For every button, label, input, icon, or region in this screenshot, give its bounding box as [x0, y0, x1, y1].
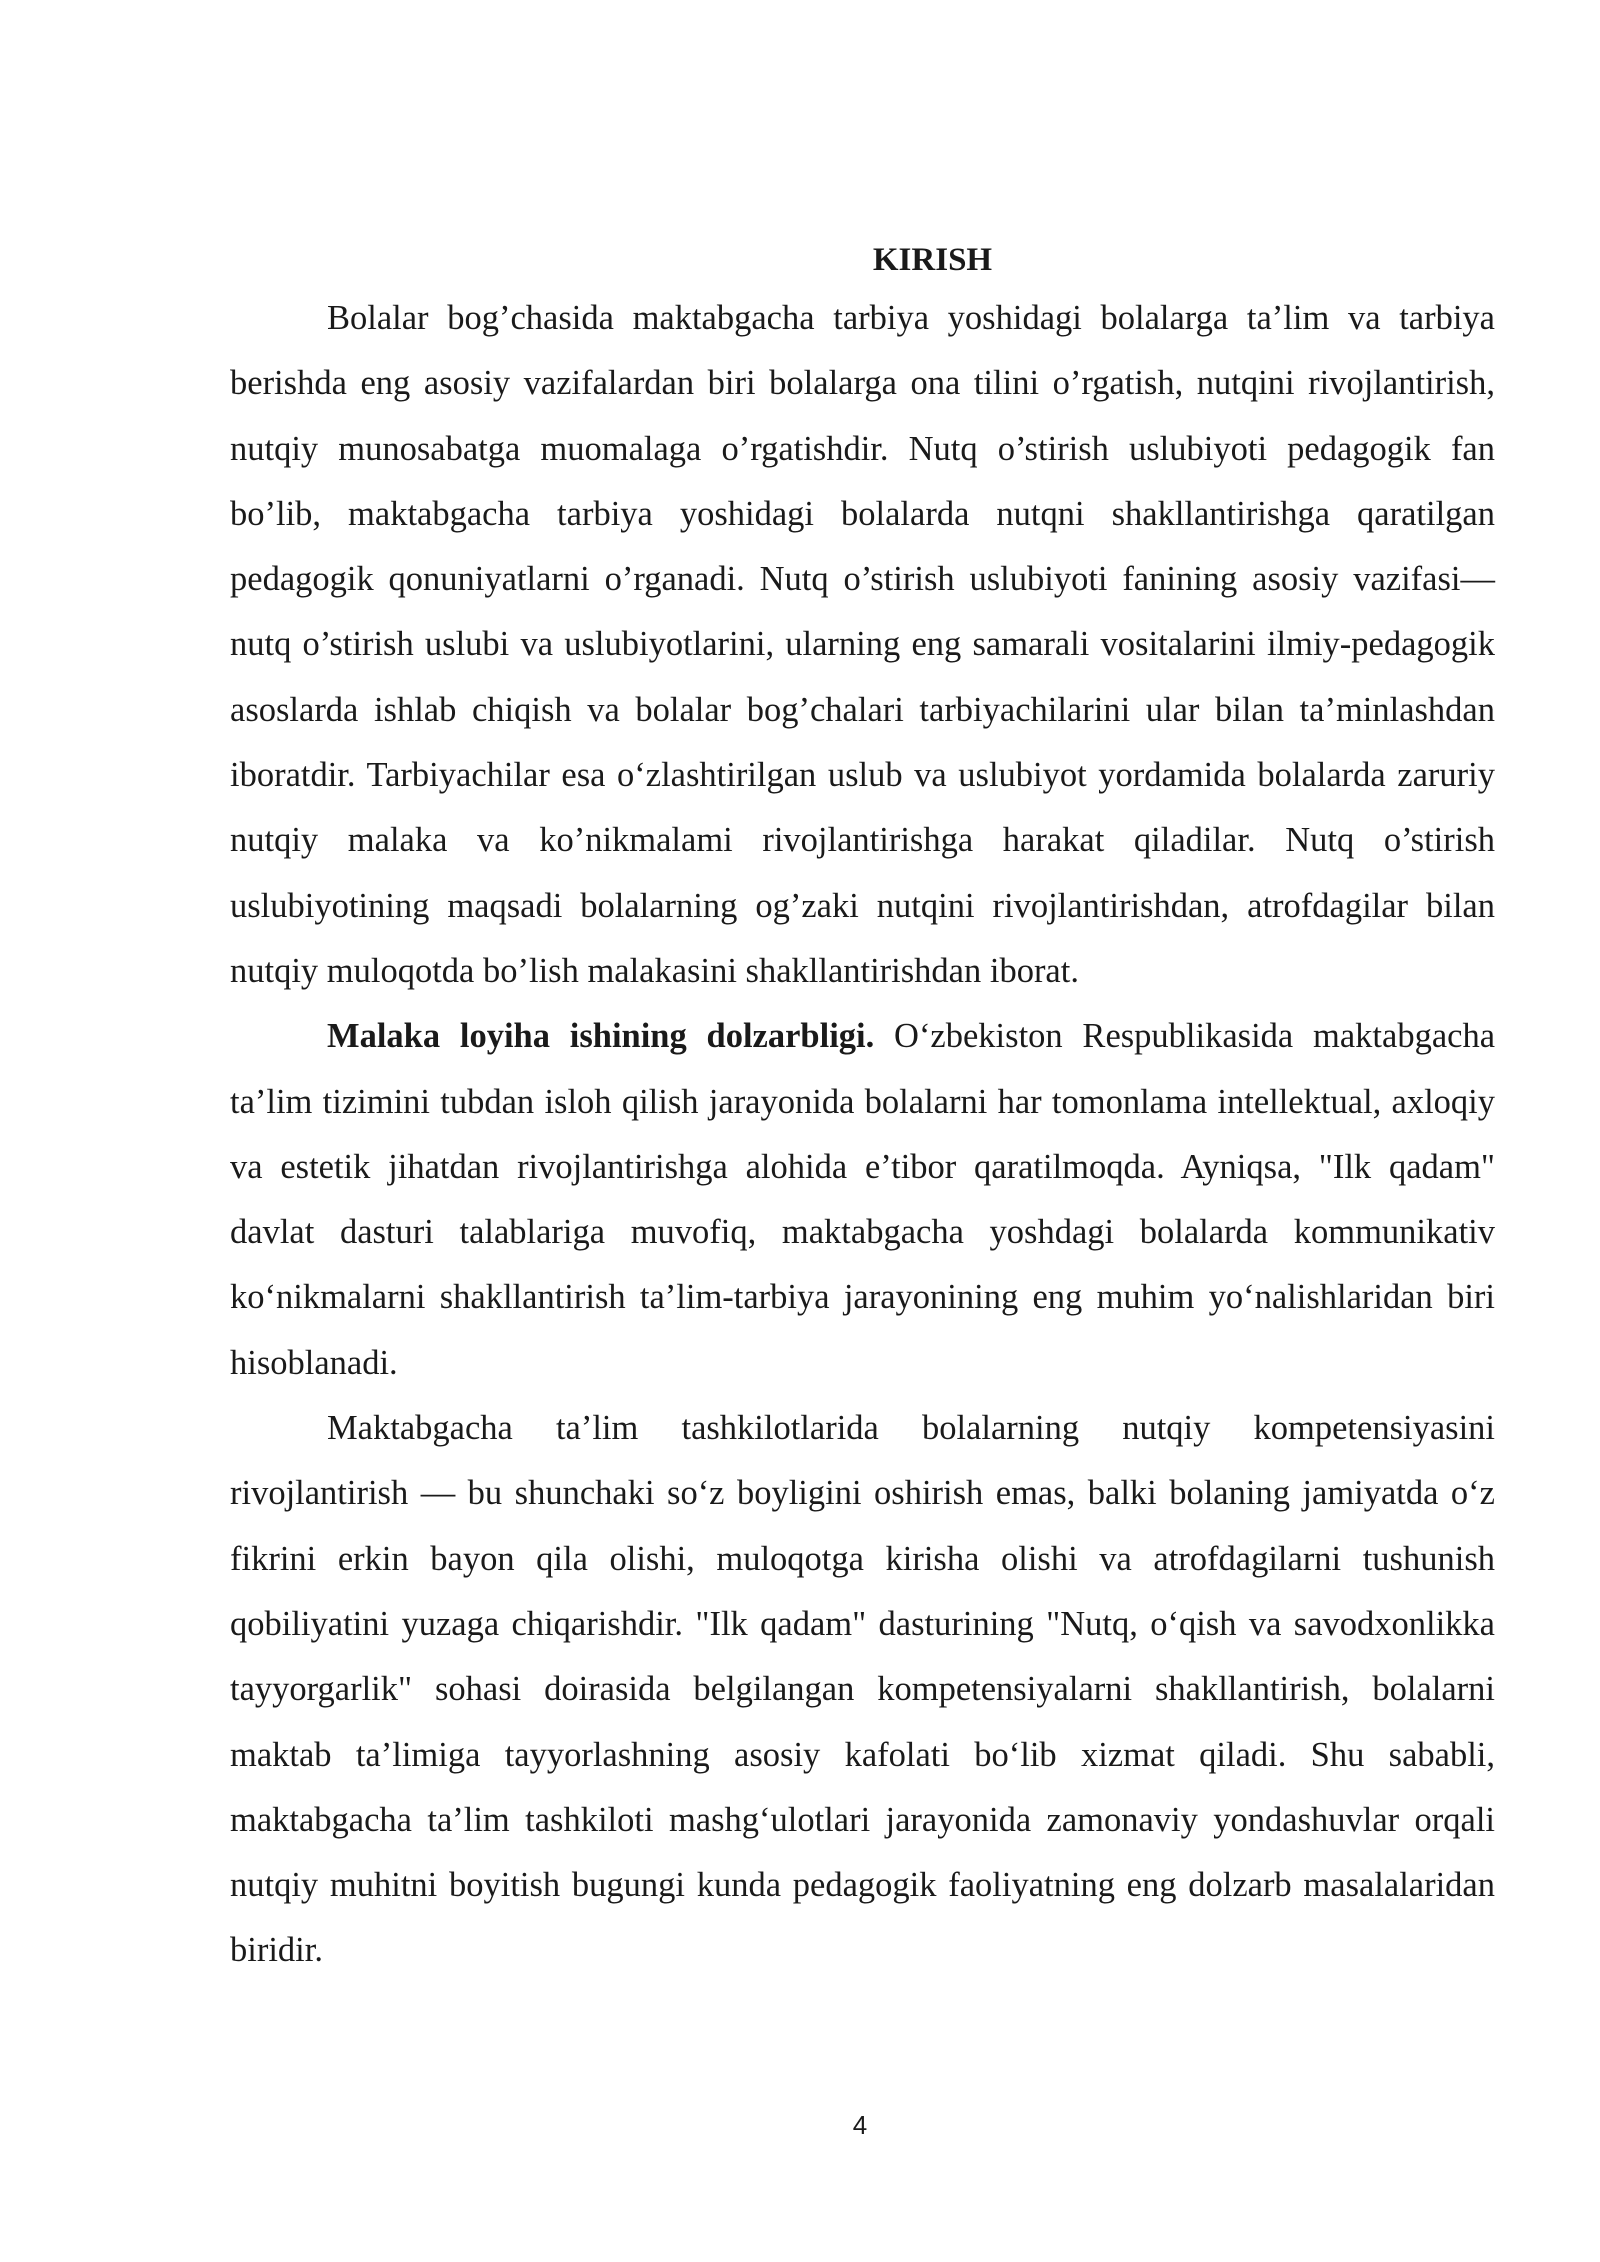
paragraph-intro [230, 286, 1495, 1004]
paragraph-text: Bolalar bog’chasida maktabgacha tarbiya yoshidagi bolalarga ta’lim va tarbiya berishda eng asosiy vazifalardan biri bolalarga ona tilini o’rgatish, nutqini rivojlantirish, nutqiy munosabatga muomalaga o’rgatishdir. Nutq o’stirish uslubiyoti pedagogik fan bo’lib, maktabgacha tarbiya yoshidagi bolalarda nutqni shakllantirishga qaratilgan pedagogik qonuniyatlarni o’rganadi. Nutq o’stirish uslubiyoti fanining asosiy vazifasi— nutq o’stirish uslubi va uslubiyotlarini, ularning eng samarali vositalarini ilmiy-pedagogik asoslarda ishlab chiqish va bolalar bog’chalari tarbiyachilarini ular bilan ta’minlashdan iboratdir. Tarbiyachilar esa o‘zlashtirilgan uslub va uslubiyot yordamida bolalarda zaruriy nutqiy malaka va ko’nikmalami rivojlantirishga harakat qiladilar. Nutq o’stirish uslubiyotining maqsadi bolalarning og’zaki nutqini rivojlantirishdan, atrofdagilar bilan nutqiy muloqotda bo’lish malakasini shakllantirishdan iborat. [230, 299, 1495, 990]
paragraph-text: Maktabgacha ta’lim tashkilotlarida bolalarning nutqiy kompetensiyasini rivojlantirish — bu shunchaki so‘z boyligini oshirish emas, balki bolaning jamiyatda o‘z fikrini erkin bayon qila olishi, muloqotga kirisha olishi va atrofdagilarni tushunish qobiliyatini yuzaga chiqarishdir. "Ilk qadam" dasturining "Nutq, o‘qish va savodxonlikka tayyorgarlik" sohasi doirasida belgilangan kompetensiyalarni shakllantirish, bolalarni maktab ta’limiga tayyorlashning asosiy kafolati bo‘lib xizmat qiladi. Shu sababli, maktabgacha ta’lim tashkiloti mashg‘ulotlari jarayonida zamonaviy yondashuvlar orqali nutqiy muhitni boyitish bugungi kunda pedagogik faoliyatning eng dolzarb masalalaridan biridir. [230, 1409, 1495, 1970]
paragraph-competence [230, 1396, 1495, 1984]
paragraph-text: O‘zbekiston Respublikasida maktabgacha ta’lim tizimini tubdan isloh qilish jarayonida bolalarni har tomonlama intellektual, axloqiy va estetik jihatdan rivojlantirishga alohida e’tibor qaratilmoqda. Ayniqsa, "Ilk qadam" davlat dasturi talablariga muvofiq, maktabgacha yoshdagi bolalarda kommunikativ ko‘nikmalarni shakllantirish ta’lim-tarbiya jarayonining eng muhim yo‘nalishlaridan biri hisoblanadi. [230, 1017, 1496, 1382]
paragraph-relevance [230, 1004, 1495, 1396]
page-number: 4 [852, 2110, 868, 2140]
paragraph-bold-lead: Malaka loyiha ishining dolzarbligi. [327, 1017, 875, 1056]
document-body [230, 240, 1495, 1984]
page-title: KIRISH [872, 242, 993, 278]
